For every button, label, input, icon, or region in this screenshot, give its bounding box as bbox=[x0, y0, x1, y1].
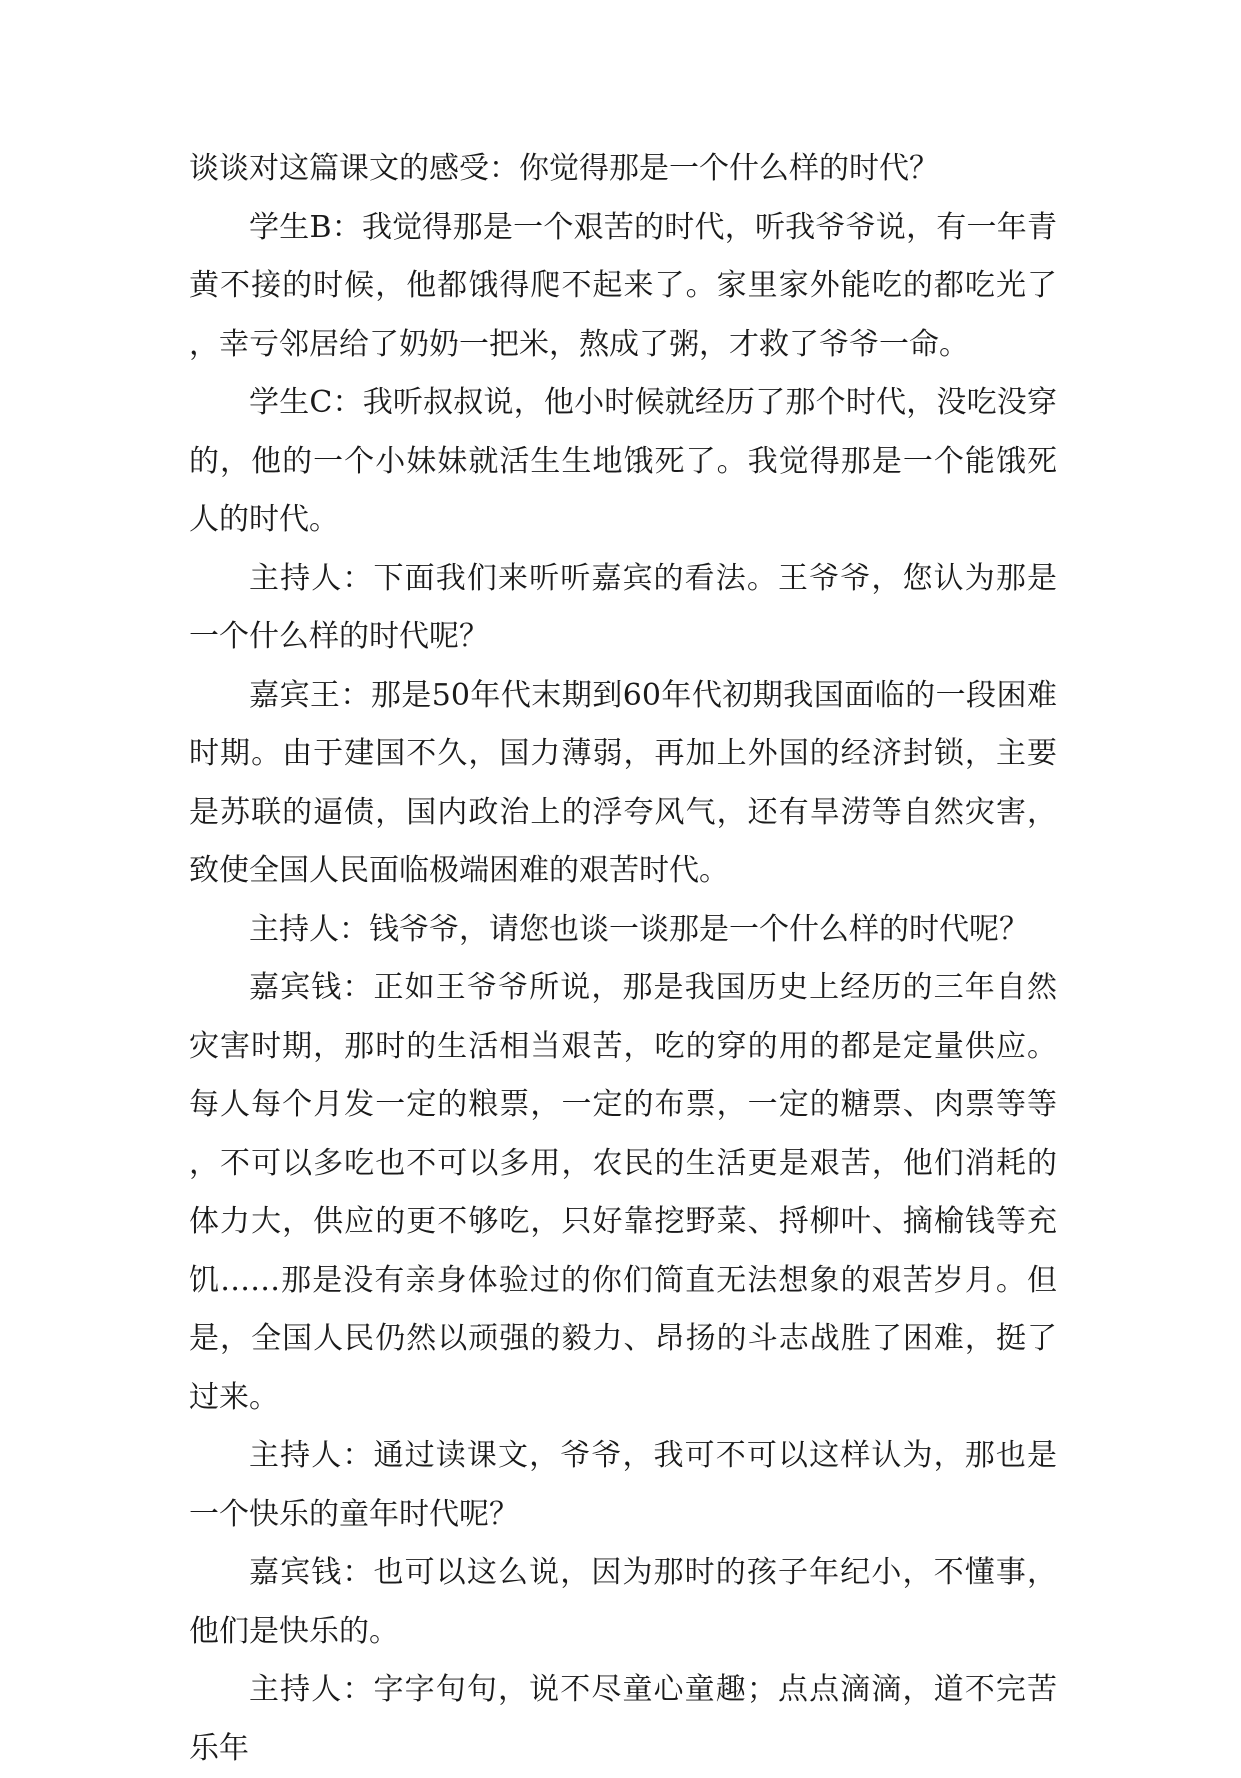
document-body bbox=[189, 140, 1057, 1778]
paragraph-intro-question: 谈谈对这篇课文的感受：你觉得那是一个什么样的时代？ bbox=[189, 151, 939, 186]
paragraph-guest-wang: 嘉宾王：那是50年代末期到60年代初期我国面临的一段困难时期。由于建国不久，国力薄弱，再加上外国的经济封锁，主要是苏联的逼债，国内政治上的浮夸风气，还有旱涝等自然灾害，致使全国人民面临极端困难的艰苦时代。 bbox=[189, 677, 1057, 888]
paragraph-guest-qian: 嘉宾钱：正如王爷爷所说，那是我国历史上经历的三年自然灾害时期，那时的生活相当艰苦，吃的穿的用的都是定量供应。每人每个月发一定的粮票，一定的布票，一定的糖票、肉票等等，不可以多吃也不可以多用，农民的生活更是艰苦，他们消耗的体力大，供应的更不够吃，只好靠挖野菜、捋柳叶、摘榆钱等充饥……那是没有亲身体验过的你们简直无法想象的艰苦岁月。但是，全国人民仍然以顽强的毅力、昂扬的斗志战胜了困难，挺了过来。 bbox=[189, 970, 1057, 1415]
paragraph-student-b: 学生B：我觉得那是一个艰苦的时代，听我爷爷说，有一年青黄不接的时候，他都饿得爬不起来了。家里家外能吃的都吃光了，幸亏邻居给了奶奶一把米，熬成了粥，才救了爷爷一命。 bbox=[189, 209, 1057, 362]
paragraph-host-ask-qian: 主持人：钱爷爷，请您也谈一谈那是一个什么样的时代呢？ bbox=[249, 911, 1029, 947]
paragraph-guest-qian-reply: 嘉宾钱：也可以这么说，因为那时的孩子年纪小，不懂事，他们是快乐的。 bbox=[189, 1555, 1057, 1649]
paragraph-student-c: 学生C：我听叔叔说，他小时候就经历了那个时代，没吃没穿的，他的一个小妹妹就活生生地饿死了。我觉得那是一个能饿死人的时代。 bbox=[189, 385, 1057, 537]
paragraph-host-closing: 主持人：字字句句，说不尽童心童趣；点点滴滴，道不完苦乐年 bbox=[189, 1672, 1057, 1766]
paragraph-host-ask-wang: 主持人：下面我们来听听嘉宾的看法。王爷爷，您认为那是一个什么样的时代呢？ bbox=[189, 560, 1057, 654]
paragraph-host-happy-question: 主持人：通过读课文，爷爷，我可不可以这样认为，那也是一个快乐的童年时代呢？ bbox=[189, 1438, 1057, 1532]
